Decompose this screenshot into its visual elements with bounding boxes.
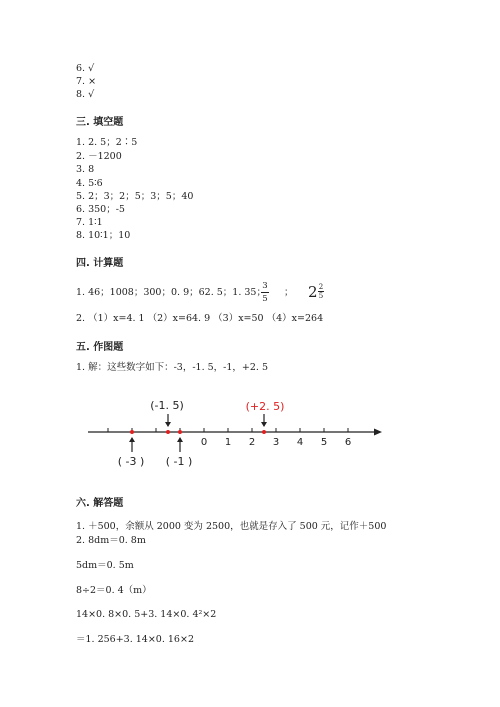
fill-answer-8: 8. 10∶1；10 (76, 230, 131, 241)
mixed-number-fraction (317, 283, 325, 300)
point-marker (178, 430, 182, 434)
solve-step-4: ＝1. 256+3. 14×0. 16×2 (76, 634, 194, 645)
number-line-ticks (108, 428, 351, 448)
fill-answer-3: 3. 8 (76, 164, 95, 175)
calc-answer-1: 1. 46；1008；300；0. 9；62. 5；1. 35； (76, 287, 266, 298)
section-fill-blank-title: 三. 填空题 (76, 117, 124, 128)
label-plus-2-5: (+2. 5) (245, 400, 285, 413)
fill-answer-4: 4. 5∶6 (76, 178, 103, 189)
mixed-denominator: 5 (318, 292, 324, 300)
mixed-numerator: 2 (318, 283, 324, 291)
fraction-three-fifths (260, 281, 270, 304)
point-arrowhead (177, 437, 183, 442)
tick-label: 5 (320, 437, 328, 448)
number-line-points (129, 414, 267, 452)
fill-answer-2: 2. －1200 (76, 151, 122, 162)
fraction-denominator: 5 (262, 294, 268, 304)
point-arrowhead (129, 437, 135, 442)
fill-answer-5: 5. 2；3；2；5；3；5；40 (76, 191, 194, 202)
point-marker (166, 430, 170, 434)
section-drawing-title: 五. 作图题 (76, 342, 124, 353)
tick-label: 1 (224, 437, 232, 448)
tick-label: 2 (248, 437, 256, 448)
judge-answer-6: 6. √ (76, 63, 95, 74)
label-minus-1: ( -1 ) (165, 455, 193, 468)
calc-answer-2: 2. （1）x=4. 1 （2）x=64. 9 （3）x=50 （4）x=264 (76, 313, 324, 324)
label-minus-1-5: (-1. 5) (150, 399, 184, 412)
solve-answer-2: 2. 8dm＝0. 8m (76, 535, 146, 546)
fill-answer-6: 6. 350；-5 (76, 204, 125, 215)
tick-label: 0 (200, 437, 208, 448)
drawing-answer-1: 1. 解：这些数字如下：-3，-1. 5，-1，+2. 5 (76, 362, 269, 373)
point-marker (262, 430, 266, 434)
solve-answer-1: 1. ＋500，余额从 2000 变为 2500，也就是存入了 500 元，记作＋500 (76, 521, 387, 532)
section-calc-title: 四. 计算题 (76, 258, 124, 269)
solve-step-2: 8÷2＝0. 4（m） (76, 585, 152, 596)
fill-answer-1: 1. 2. 5；2∶5 (76, 137, 138, 148)
calc-separator: ； (284, 287, 294, 298)
mixed-number-whole: 2 (308, 283, 318, 301)
fraction-numerator: 3 (262, 281, 268, 291)
section-solve-title: 六. 解答题 (76, 498, 124, 509)
point-marker (130, 430, 134, 434)
judge-answer-7: 7. × (76, 76, 97, 87)
solve-step-1: 5dm＝0. 5m (76, 560, 134, 571)
judge-answer-8: 8. √ (76, 89, 95, 100)
number-line-diagram (0, 390, 500, 490)
tick-label: 4 (296, 437, 304, 448)
point-arrowhead (165, 422, 171, 427)
solve-step-3: 14×0. 8×0. 5+3. 14×0. 4²×2 (76, 609, 217, 620)
point-arrowhead (261, 422, 267, 427)
number-line-arrowhead (374, 429, 382, 436)
tick-label: 3 (272, 437, 280, 448)
tick-label: 6 (344, 437, 352, 448)
fill-answer-7: 7. 1∶1 (76, 217, 103, 228)
label-minus-3: ( -3 ) (117, 455, 145, 468)
